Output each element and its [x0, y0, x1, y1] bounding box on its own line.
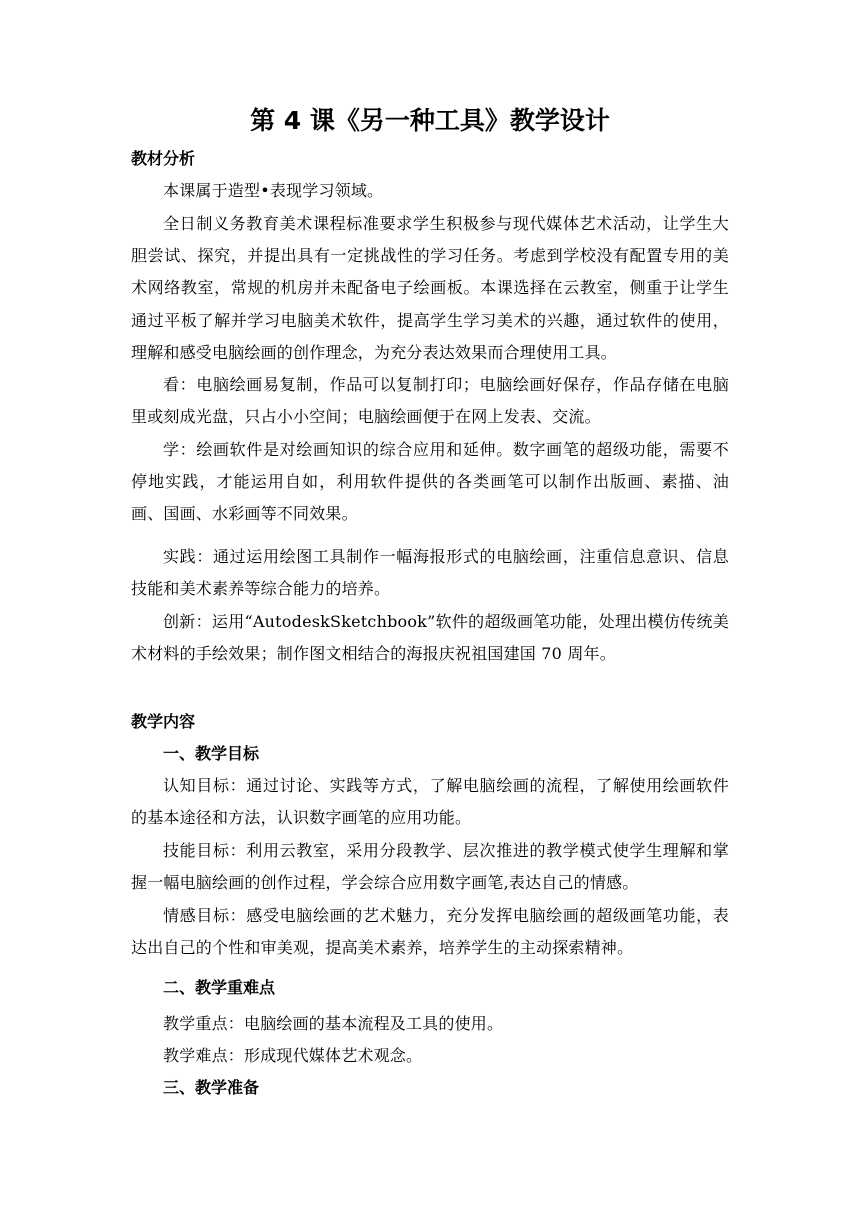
paragraph: 认知目标：通过讨论、实践等方式，了解电脑绘画的流程，了解使用绘画软件的基本途径和方法，认识数字画笔的应用功能。 [131, 776, 729, 828]
section-heading-teaching-content: 教学内容 [131, 712, 196, 731]
paragraph: 全日制义务教育美术课程标准要求学生积极参与现代媒体艺术活动，让学生大胆尝试、探究，并提出具有一定挑战性的学习任务。考虑到学校没有配置专用的美术网络教室，常规的机房并未配备电子绘画板。本课选择在云教室，侧重于让学生通过平板了解并学习电脑美术软件，提高学生学习美术的兴趣，通过软件的使用，理解和感受电脑绘画的创作理念，为充分表达效果而合理使用工具。 [131, 214, 729, 362]
paragraph: 教学重点：电脑绘画的基本流程及工具的使用。 [163, 1014, 504, 1033]
section-heading-textbook-analysis: 教材分析 [131, 149, 196, 168]
paragraph: 看：电脑绘画易复制，作品可以复制打印；电脑绘画好保存，作品存储在电脑里或刻成光盘，只占小小空间；电脑绘画便于在网上发表、交流。 [131, 375, 729, 427]
paragraph: 技能目标：利用云教室，采用分段教学、层次推进的教学模式使学生理解和掌握一幅电脑绘画的创作过程，学会综合应用数字画笔,表达自己的情感。 [131, 841, 729, 893]
subsection-heading-preparation: 三、教学准备 [163, 1078, 260, 1097]
document-title: 第 4 课《另一种工具》教学设计 [250, 106, 610, 135]
paragraph: 创新：运用“AutodeskSketchbook”软件的超级画笔功能，处理出模仿传统美术材料的手绘效果；制作图文相结合的海报庆祝祖国建国 70 周年。 [131, 612, 729, 664]
paragraph: 实践：通过运用绘图工具制作一幅海报形式的电脑绘画，注重信息意识、信息技能和美术素养等综合能力的培养。 [131, 547, 729, 599]
subsection-heading-objectives: 一、教学目标 [163, 744, 260, 763]
paragraph: 本课属于造型•表现学习领域。 [163, 181, 384, 200]
paragraph: 教学难点：形成现代媒体艺术观念。 [163, 1046, 423, 1065]
paragraph: 学：绘画软件是对绘画知识的综合应用和延伸。数字画笔的超级功能，需要不停地实践，才能运用自如，利用软件提供的各类画笔可以制作出版画、素描、油画、国画、水彩画等不同效果。 [131, 440, 729, 524]
paragraph: 情感目标：感受电脑绘画的艺术魅力，充分发挥电脑绘画的超级画笔功能，表达出自己的个性和审美观，提高美术素养，培养学生的主动探索精神。 [131, 906, 729, 958]
subsection-heading-key-points: 二、教学重难点 [163, 978, 276, 997]
